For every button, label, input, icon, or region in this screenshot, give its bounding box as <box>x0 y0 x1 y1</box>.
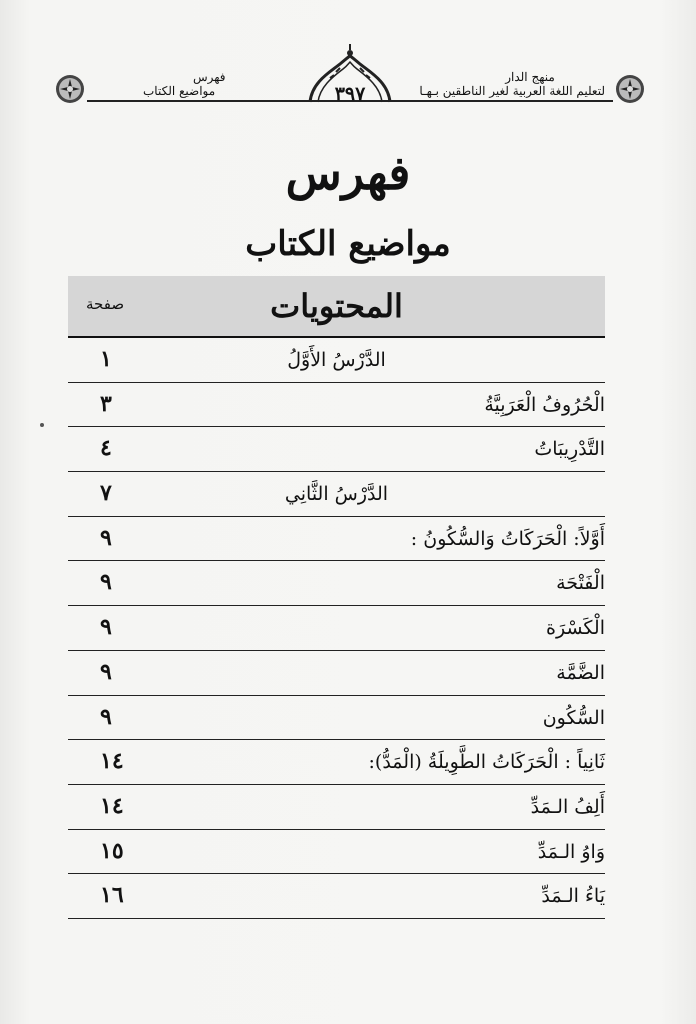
page-subtitle: مواضيع الكتاب <box>245 224 451 264</box>
row-title: ثَانِياً : الْحَرَكَاتُ الطَّوِيلَةُ (الْمَدُّ): <box>368 751 605 774</box>
row-title: السُّكُون <box>542 706 605 729</box>
row-title: أَوَّلاً: الْحَرَكَاتُ وَالسُّكُونُ : <box>410 527 605 550</box>
contents-column-header: المحتويات <box>270 287 403 325</box>
page-title: فهرس <box>285 146 411 200</box>
row-page-number: ١٤ <box>100 792 124 819</box>
table-row <box>68 427 605 472</box>
row-page-number: ٤ <box>100 435 112 462</box>
row-page-number: ٩ <box>100 614 112 641</box>
page-number: ٣٩٧ <box>334 83 366 105</box>
row-page-number: ٩ <box>100 569 112 596</box>
header-section-subtitle: مواضيع الكتاب <box>143 84 216 98</box>
table-row <box>68 338 605 383</box>
table-row <box>68 785 605 830</box>
rosette-ornament-icon <box>55 74 85 104</box>
row-page-number: ١٥ <box>100 837 124 864</box>
table-row <box>68 383 605 428</box>
row-title: الدَّرْسُ الثَّانِي <box>284 483 389 506</box>
row-page-number: ١ <box>100 346 112 372</box>
row-title: التَّدْرِيبَاتُ <box>534 438 605 461</box>
table-row <box>68 740 605 785</box>
row-page-number: ٩ <box>100 703 112 730</box>
row-title: يَاءُ الـمَدِّ <box>541 885 605 908</box>
page-header <box>55 40 645 110</box>
row-page-number: ٩ <box>100 658 112 685</box>
row-page-number: ٣ <box>100 390 112 417</box>
row-title: الْحُرُوفُ الْعَرَبِيَّةُ <box>484 393 605 416</box>
row-title: أَلِفُ الـمَدِّ <box>530 795 605 818</box>
table-row <box>68 696 605 741</box>
header-book-info <box>385 70 605 98</box>
header-book-subtitle: لتعليم اللغة العربية لغير الناطقين بـهـا <box>419 84 605 98</box>
header-section-info <box>95 70 255 98</box>
row-title: الضَّمَّة <box>556 661 605 684</box>
table-row <box>68 561 605 606</box>
header-book-title: منهج الدار <box>505 70 555 84</box>
row-title: الْكَسْرَة <box>546 617 605 640</box>
table-row <box>68 517 605 562</box>
table-row <box>68 472 605 517</box>
row-page-number: ٧ <box>100 480 112 507</box>
row-page-number: ١٤ <box>100 748 124 775</box>
contents-table-header <box>68 276 605 338</box>
table-row <box>68 830 605 875</box>
table-row <box>68 651 605 696</box>
row-page-number: ١٦ <box>100 882 124 909</box>
header-section-title: فهرس <box>193 70 226 84</box>
table-row <box>68 606 605 651</box>
page-column-header: صفحة <box>86 295 125 313</box>
row-title: وَاوُ الـمَدِّ <box>537 840 605 863</box>
contents-table <box>68 276 605 919</box>
row-page-number: ٩ <box>100 524 112 551</box>
scan-speck <box>40 423 44 427</box>
row-title: الدَّرْسُ الأَوَّلُ <box>287 349 386 371</box>
row-title: الْفَتْحَة <box>556 572 605 595</box>
rosette-ornament-icon <box>615 74 645 104</box>
table-row <box>68 874 605 919</box>
